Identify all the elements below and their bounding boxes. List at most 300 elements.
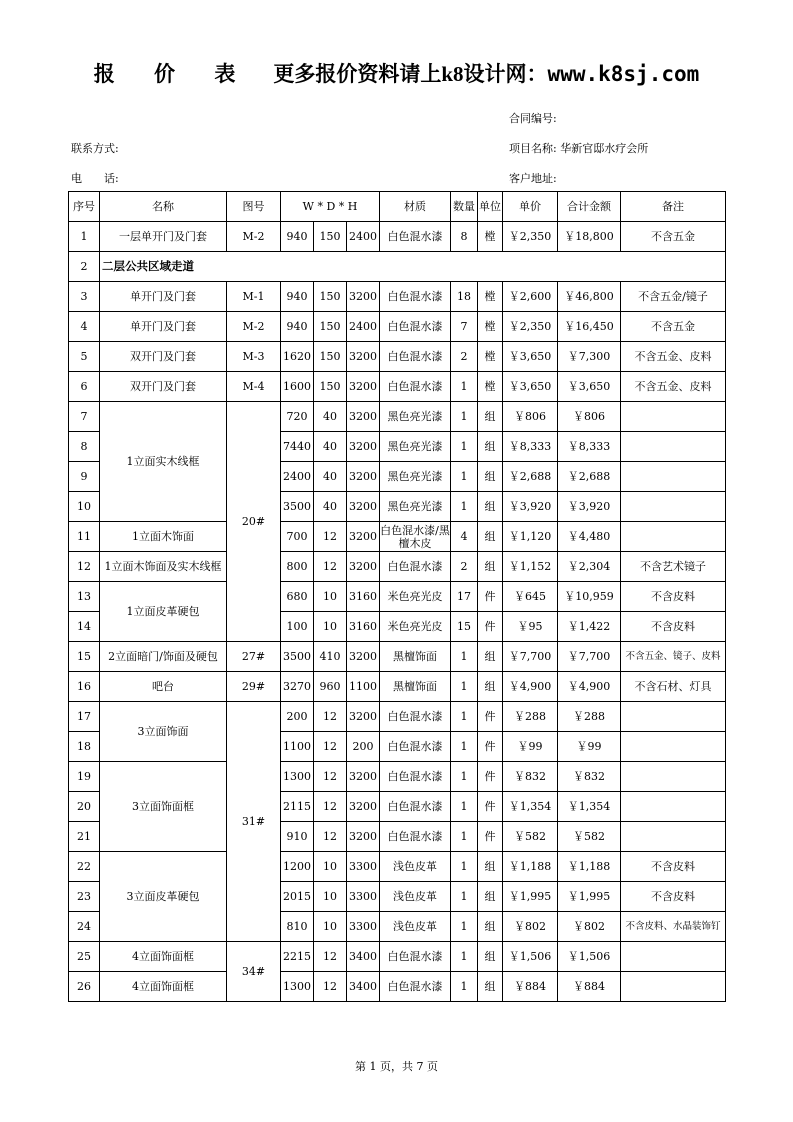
total-amount: ￥16,450 xyxy=(558,312,621,342)
material: 米色亮光皮 xyxy=(380,612,451,642)
dim-d: 12 xyxy=(314,762,347,792)
dim-d: 150 xyxy=(314,342,347,372)
dim-h: 3160 xyxy=(347,612,380,642)
figure-no: M-2 xyxy=(227,222,281,252)
header-no: 序号 xyxy=(69,192,100,222)
quantity: 1 xyxy=(451,702,478,732)
dim-h: 3300 xyxy=(347,882,380,912)
unit-price: ￥7,700 xyxy=(503,642,558,672)
quantity: 1 xyxy=(451,672,478,702)
quantity: 1 xyxy=(451,642,478,672)
unit-price: ￥1,506 xyxy=(503,942,558,972)
unit-price: ￥2,350 xyxy=(503,312,558,342)
total-amount: ￥582 xyxy=(558,822,621,852)
note: 不含皮料 xyxy=(621,882,726,912)
unit-price: ￥2,350 xyxy=(503,222,558,252)
unit-price: ￥1,354 xyxy=(503,792,558,822)
dim-d: 12 xyxy=(314,822,347,852)
quantity: 1 xyxy=(451,822,478,852)
table-row xyxy=(69,282,726,312)
header-total: 合计金额 xyxy=(558,192,621,222)
note: 不含五金、皮料 xyxy=(621,372,726,402)
material: 白色混水漆 xyxy=(380,282,451,312)
material: 白色混水漆 xyxy=(380,972,451,1002)
unit-price: ￥4,900 xyxy=(503,672,558,702)
row-no: 11 xyxy=(69,522,100,552)
dim-h: 3200 xyxy=(347,702,380,732)
header-row xyxy=(69,192,726,222)
note xyxy=(621,492,726,522)
material: 白色混水漆 xyxy=(380,222,451,252)
quantity: 1 xyxy=(451,492,478,522)
dim-d: 12 xyxy=(314,522,347,552)
title-url: www.k8sj.com xyxy=(547,62,700,86)
row-no: 9 xyxy=(69,462,100,492)
item-name: 1立面木饰面及实木线框 xyxy=(100,552,227,582)
material: 白色混水漆 xyxy=(380,552,451,582)
dim-d: 10 xyxy=(314,852,347,882)
dim-w: 2400 xyxy=(281,462,314,492)
quantity: 7 xyxy=(451,312,478,342)
unit-price: ￥802 xyxy=(503,912,558,942)
unit: 件 xyxy=(478,582,503,612)
dim-h: 3200 xyxy=(347,462,380,492)
total-amount: ￥2,688 xyxy=(558,462,621,492)
dim-w: 800 xyxy=(281,552,314,582)
row-no: 23 xyxy=(69,882,100,912)
unit-price: ￥288 xyxy=(503,702,558,732)
unit: 组 xyxy=(478,432,503,462)
note: 不含艺术镜子 xyxy=(621,552,726,582)
dim-h: 3200 xyxy=(347,642,380,672)
dim-d: 410 xyxy=(314,642,347,672)
item-name: 3立面皮革硬包 xyxy=(100,852,227,942)
total-amount: ￥1,506 xyxy=(558,942,621,972)
dim-w: 910 xyxy=(281,822,314,852)
header-dims: W * D * H xyxy=(281,192,380,222)
unit-price: ￥95 xyxy=(503,612,558,642)
table-row xyxy=(69,702,726,732)
row-no: 4 xyxy=(69,312,100,342)
quantity: 1 xyxy=(451,372,478,402)
unit-price: ￥3,920 xyxy=(503,492,558,522)
header-material: 材质 xyxy=(380,192,451,222)
quantity: 1 xyxy=(451,792,478,822)
note xyxy=(621,972,726,1002)
unit: 樘 xyxy=(478,312,503,342)
row-no: 14 xyxy=(69,612,100,642)
dim-d: 12 xyxy=(314,552,347,582)
row-no: 20 xyxy=(69,792,100,822)
dim-d: 40 xyxy=(314,492,347,522)
item-name: 双开门及门套 xyxy=(100,372,227,402)
figure-no: M-1 xyxy=(227,282,281,312)
dim-h: 3200 xyxy=(347,552,380,582)
material: 白色混水漆 xyxy=(380,792,451,822)
dim-w: 3500 xyxy=(281,492,314,522)
unit: 组 xyxy=(478,882,503,912)
dim-d: 150 xyxy=(314,282,347,312)
note xyxy=(621,822,726,852)
unit: 件 xyxy=(478,792,503,822)
dim-d: 960 xyxy=(314,672,347,702)
title-more: 更多报价资料请上k8设计网： xyxy=(273,62,548,86)
dim-w: 1300 xyxy=(281,972,314,1002)
unit-price: ￥1,995 xyxy=(503,882,558,912)
unit-price: ￥832 xyxy=(503,762,558,792)
dim-h: 3200 xyxy=(347,492,380,522)
table-row xyxy=(69,582,726,612)
dim-w: 1620 xyxy=(281,342,314,372)
unit: 樘 xyxy=(478,372,503,402)
row-no: 22 xyxy=(69,852,100,882)
quantity: 18 xyxy=(451,282,478,312)
table-row xyxy=(69,522,726,552)
row-no: 19 xyxy=(69,762,100,792)
contract-no-label: 合同编号: xyxy=(509,112,557,125)
dim-d: 40 xyxy=(314,432,347,462)
quantity: 1 xyxy=(451,432,478,462)
page-title xyxy=(0,58,793,88)
total-amount: ￥1,422 xyxy=(558,612,621,642)
quantity: 2 xyxy=(451,552,478,582)
note: 不含五金、皮料 xyxy=(621,342,726,372)
item-name: 1立面木饰面 xyxy=(100,522,227,552)
dim-w: 940 xyxy=(281,312,314,342)
dim-d: 40 xyxy=(314,462,347,492)
dim-d: 10 xyxy=(314,612,347,642)
material: 白色混水漆 xyxy=(380,312,451,342)
total-amount: ￥2,304 xyxy=(558,552,621,582)
total-amount: ￥3,920 xyxy=(558,492,621,522)
project-value: 华新官邸水疗会所 xyxy=(560,142,649,155)
table-row xyxy=(69,762,726,792)
table-row xyxy=(69,852,726,882)
dim-w: 700 xyxy=(281,522,314,552)
table-row xyxy=(69,972,726,1002)
figure-no: 27# xyxy=(227,642,281,672)
note: 不含皮料 xyxy=(621,852,726,882)
unit-price: ￥645 xyxy=(503,582,558,612)
note: 不含五金 xyxy=(621,312,726,342)
total-amount: ￥7,700 xyxy=(558,642,621,672)
dim-d: 40 xyxy=(314,402,347,432)
row-no: 17 xyxy=(69,702,100,732)
unit: 组 xyxy=(478,552,503,582)
dim-h: 3200 xyxy=(347,822,380,852)
total-amount: ￥1,995 xyxy=(558,882,621,912)
project-label: 项目名称: 华新官邸水疗会所 xyxy=(509,142,649,155)
material: 浅色皮革 xyxy=(380,912,451,942)
item-name: 一层单开门及门套 xyxy=(100,222,227,252)
total-amount: ￥8,333 xyxy=(558,432,621,462)
row-no: 24 xyxy=(69,912,100,942)
item-name: 单开门及门套 xyxy=(100,282,227,312)
quantity: 1 xyxy=(451,972,478,1002)
row-no: 3 xyxy=(69,282,100,312)
quantity: 1 xyxy=(451,732,478,762)
dim-w: 2015 xyxy=(281,882,314,912)
dim-w: 810 xyxy=(281,912,314,942)
unit-price: ￥2,688 xyxy=(503,462,558,492)
client-address-label: 客户地址: xyxy=(509,172,557,185)
table-row xyxy=(69,342,726,372)
dim-w: 1100 xyxy=(281,732,314,762)
material: 白色混水漆 xyxy=(380,732,451,762)
total-amount: ￥4,480 xyxy=(558,522,621,552)
unit-price: ￥1,120 xyxy=(503,522,558,552)
dim-w: 200 xyxy=(281,702,314,732)
dim-w: 1200 xyxy=(281,852,314,882)
dim-d: 10 xyxy=(314,582,347,612)
note: 不含皮料 xyxy=(621,612,726,642)
note xyxy=(621,432,726,462)
note xyxy=(621,732,726,762)
note xyxy=(621,702,726,732)
dim-w: 2215 xyxy=(281,942,314,972)
item-name: 吧台 xyxy=(100,672,227,702)
unit-price: ￥99 xyxy=(503,732,558,762)
table-row xyxy=(69,552,726,582)
dim-w: 1300 xyxy=(281,762,314,792)
quantity: 17 xyxy=(451,582,478,612)
quantity: 4 xyxy=(451,522,478,552)
dim-h: 3200 xyxy=(347,792,380,822)
note xyxy=(621,762,726,792)
unit: 组 xyxy=(478,672,503,702)
header-name: 名称 xyxy=(100,192,227,222)
table-row xyxy=(69,312,726,342)
dim-h: 3400 xyxy=(347,972,380,1002)
note: 不含石材、灯具 xyxy=(621,672,726,702)
item-name: 3立面饰面框 xyxy=(100,762,227,852)
dim-w: 720 xyxy=(281,402,314,432)
material: 白色混水漆 xyxy=(380,702,451,732)
total-amount: ￥884 xyxy=(558,972,621,1002)
row-no: 15 xyxy=(69,642,100,672)
note: 不含五金 xyxy=(621,222,726,252)
item-name: 双开门及门套 xyxy=(100,342,227,372)
dim-w: 680 xyxy=(281,582,314,612)
title-main: 报 价 表 xyxy=(93,61,252,86)
quantity: 1 xyxy=(451,762,478,792)
material: 白色混水漆 xyxy=(380,342,451,372)
unit-price: ￥2,600 xyxy=(503,282,558,312)
unit: 件 xyxy=(478,612,503,642)
dim-d: 10 xyxy=(314,912,347,942)
dim-h: 3400 xyxy=(347,942,380,972)
note xyxy=(621,402,726,432)
material: 白色混水漆 xyxy=(380,372,451,402)
dim-d: 12 xyxy=(314,732,347,762)
item-name: 3立面饰面 xyxy=(100,702,227,762)
unit: 组 xyxy=(478,462,503,492)
total-amount: ￥46,800 xyxy=(558,282,621,312)
contact-label: 联系方式: xyxy=(71,142,119,155)
unit: 樘 xyxy=(478,222,503,252)
total-amount: ￥99 xyxy=(558,732,621,762)
dim-h: 200 xyxy=(347,732,380,762)
figure-no: M-2 xyxy=(227,312,281,342)
dim-w: 1600 xyxy=(281,372,314,402)
dim-d: 150 xyxy=(314,372,347,402)
note: 不含皮料、水晶装饰钉 xyxy=(621,912,726,942)
item-name: 1立面皮革硬包 xyxy=(100,582,227,642)
table-row xyxy=(69,402,726,432)
note: 不含五金、镜子、皮料 xyxy=(621,642,726,672)
unit: 组 xyxy=(478,402,503,432)
table-row xyxy=(69,372,726,402)
material: 黑檀饰面 xyxy=(380,672,451,702)
quantity: 1 xyxy=(451,942,478,972)
dim-w: 940 xyxy=(281,282,314,312)
total-amount: ￥832 xyxy=(558,762,621,792)
header-qty: 数量 xyxy=(451,192,478,222)
unit: 樘 xyxy=(478,342,503,372)
note xyxy=(621,792,726,822)
unit: 组 xyxy=(478,642,503,672)
row-no: 25 xyxy=(69,942,100,972)
dim-h: 3200 xyxy=(347,282,380,312)
unit-price: ￥3,650 xyxy=(503,372,558,402)
unit-price: ￥3,650 xyxy=(503,342,558,372)
quantity: 1 xyxy=(451,462,478,492)
dim-h: 3300 xyxy=(347,852,380,882)
dim-w: 3270 xyxy=(281,672,314,702)
header-note: 备注 xyxy=(621,192,726,222)
item-name: 2立面暗门/饰面及硬包 xyxy=(100,642,227,672)
dim-h: 1100 xyxy=(347,672,380,702)
row-no: 6 xyxy=(69,372,100,402)
material: 白色混水漆/黑檀木皮 xyxy=(380,523,450,550)
header-price: 单价 xyxy=(503,192,558,222)
material: 浅色皮革 xyxy=(380,882,451,912)
dim-d: 150 xyxy=(314,222,347,252)
quantity: 1 xyxy=(451,882,478,912)
dim-w: 2115 xyxy=(281,792,314,822)
unit: 组 xyxy=(478,852,503,882)
unit-price: ￥8,333 xyxy=(503,432,558,462)
quantity: 8 xyxy=(451,222,478,252)
row-no: 10 xyxy=(69,492,100,522)
quote-table xyxy=(68,191,726,1002)
dim-d: 12 xyxy=(314,792,347,822)
figure-no: 29# xyxy=(227,672,281,702)
dim-h: 3200 xyxy=(347,372,380,402)
table-row xyxy=(69,252,726,282)
row-no: 13 xyxy=(69,582,100,612)
dim-h: 2400 xyxy=(347,312,380,342)
item-name: 4立面饰面框 xyxy=(100,972,227,1002)
dim-w: 100 xyxy=(281,612,314,642)
unit: 樘 xyxy=(478,282,503,312)
header-unit: 单位 xyxy=(478,192,503,222)
material: 黑色亮光漆 xyxy=(380,432,451,462)
material: 白色混水漆 xyxy=(380,942,451,972)
dim-d: 10 xyxy=(314,882,347,912)
unit: 件 xyxy=(478,822,503,852)
row-no: 2 xyxy=(69,252,100,282)
material: 米色亮光皮 xyxy=(380,582,451,612)
quantity: 2 xyxy=(451,342,478,372)
table-row xyxy=(69,942,726,972)
dim-d: 12 xyxy=(314,702,347,732)
total-amount: ￥4,900 xyxy=(558,672,621,702)
phone-label: 电 话: xyxy=(71,172,119,185)
figure-no: M-3 xyxy=(227,342,281,372)
page-footer: 第 1 页，共 7 页 xyxy=(355,1060,438,1073)
row-no: 26 xyxy=(69,972,100,1002)
dim-h: 3300 xyxy=(347,912,380,942)
row-no: 5 xyxy=(69,342,100,372)
dim-h: 3200 xyxy=(347,522,380,552)
quantity: 1 xyxy=(451,402,478,432)
total-amount: ￥7,300 xyxy=(558,342,621,372)
total-amount: ￥18,800 xyxy=(558,222,621,252)
note xyxy=(621,942,726,972)
dim-h: 3200 xyxy=(347,342,380,372)
total-amount: ￥1,354 xyxy=(558,792,621,822)
dim-h: 3200 xyxy=(347,402,380,432)
note: 不含皮料 xyxy=(621,582,726,612)
unit: 组 xyxy=(478,912,503,942)
material: 黑檀饰面 xyxy=(380,642,451,672)
unit: 组 xyxy=(478,972,503,1002)
note: 不含五金/镜子 xyxy=(621,282,726,312)
total-amount: ￥3,650 xyxy=(558,372,621,402)
dim-w: 3500 xyxy=(281,642,314,672)
table-row xyxy=(69,222,726,252)
dim-h: 3200 xyxy=(347,432,380,462)
material: 黑色亮光漆 xyxy=(380,492,451,522)
unit-price: ￥806 xyxy=(503,402,558,432)
item-name: 4立面饰面框 xyxy=(100,942,227,972)
dim-h: 3160 xyxy=(347,582,380,612)
material: 黑色亮光漆 xyxy=(380,402,451,432)
note xyxy=(621,522,726,552)
row-no: 12 xyxy=(69,552,100,582)
unit: 组 xyxy=(478,522,503,552)
row-no: 21 xyxy=(69,822,100,852)
total-amount: ￥288 xyxy=(558,702,621,732)
table-row xyxy=(69,672,726,702)
unit-price: ￥1,188 xyxy=(503,852,558,882)
row-no: 8 xyxy=(69,432,100,462)
dim-h: 2400 xyxy=(347,222,380,252)
total-amount: ￥806 xyxy=(558,402,621,432)
quantity: 1 xyxy=(451,912,478,942)
figure-no: 34# xyxy=(227,942,281,1002)
row-no: 18 xyxy=(69,732,100,762)
item-name: 单开门及门套 xyxy=(100,312,227,342)
dim-h: 3200 xyxy=(347,762,380,792)
section-title: 二层公共区域走道 xyxy=(100,252,726,282)
dim-w: 7440 xyxy=(281,432,314,462)
row-no: 7 xyxy=(69,402,100,432)
dim-d: 12 xyxy=(314,972,347,1002)
total-amount: ￥802 xyxy=(558,912,621,942)
dim-d: 12 xyxy=(314,942,347,972)
unit-price: ￥1,152 xyxy=(503,552,558,582)
unit: 件 xyxy=(478,702,503,732)
total-amount: ￥1,188 xyxy=(558,852,621,882)
unit: 件 xyxy=(478,732,503,762)
item-name: 1立面实木线框 xyxy=(100,402,227,522)
header-fig: 图号 xyxy=(227,192,281,222)
material: 黑色亮光漆 xyxy=(380,462,451,492)
table-row xyxy=(69,642,726,672)
quantity: 1 xyxy=(451,852,478,882)
